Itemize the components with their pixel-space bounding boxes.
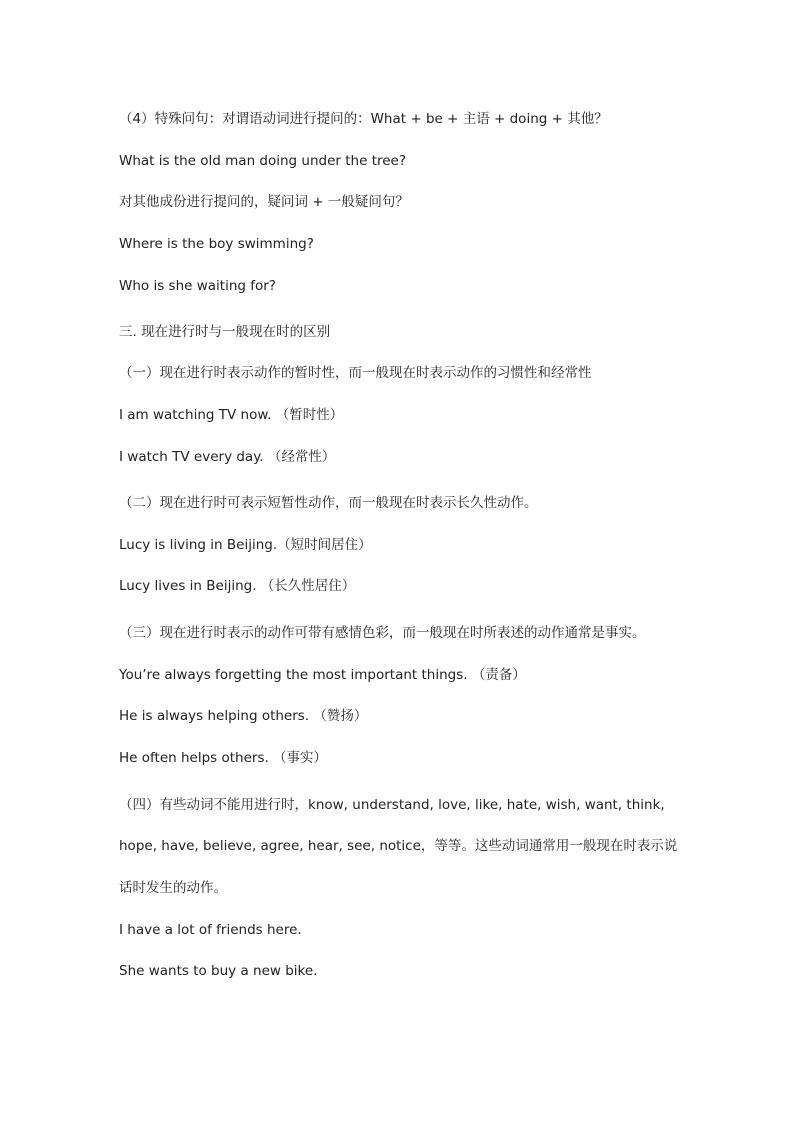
text-line-11: Lucy is living in Beijing.（短时间居住） xyxy=(119,537,372,553)
text-line-7: （一）现在进行时表示动作的暂时性，而一般现在时表示动作的习惯性和经常性 xyxy=(119,365,592,381)
text-line-17: （四）有些动词不能用进行时，know, understand, love, like, hate, wish, want, think, xyxy=(119,797,665,813)
text-line-9: I watch TV every day. （经常性） xyxy=(119,449,336,465)
text-line-16: He often helps others. （事实） xyxy=(119,750,328,766)
text-line-18: hope, have, believe, agree, hear, see, notice，等等。这些动词通常用一般现在时表示说 xyxy=(119,838,678,854)
text-line-13: （三）现在进行时表示的动作可带有感情色彩，而一般现在时所表述的动作通常是事实。 xyxy=(119,625,646,641)
text-line-21: She wants to buy a new bike. xyxy=(119,963,318,979)
text-line-12: Lucy lives in Beijing. （长久性居住） xyxy=(119,578,356,594)
text-line-4: Where is the boy swimming? xyxy=(119,236,314,252)
text-line-1: （4）特殊问句：对谓语动词进行提问的：What + be + 主语 + doing + 其他？ xyxy=(119,111,608,127)
text-line-8: I am watching TV now. （暂时性） xyxy=(119,407,344,423)
text-line-5: Who is she waiting for? xyxy=(119,278,276,294)
text-line-19: 话时发生的动作。 xyxy=(119,880,227,896)
text-line-15: He is always helping others. （赞扬） xyxy=(119,708,368,724)
text-line-10: （二）现在进行时可表示短暂性动作，而一般现在时表示长久性动作。 xyxy=(119,495,538,511)
text-line-3: 对其他成份进行提问的，疑问词 + 一般疑问句？ xyxy=(119,194,409,210)
section-heading: 三. 现在进行时与一般现在时的区别 xyxy=(119,324,331,340)
text-line-14: You’re always forgetting the most important things. （责备） xyxy=(119,667,526,683)
text-line-2: What is the old man doing under the tree? xyxy=(119,153,407,169)
text-line-20: I have a lot of friends here. xyxy=(119,922,302,938)
